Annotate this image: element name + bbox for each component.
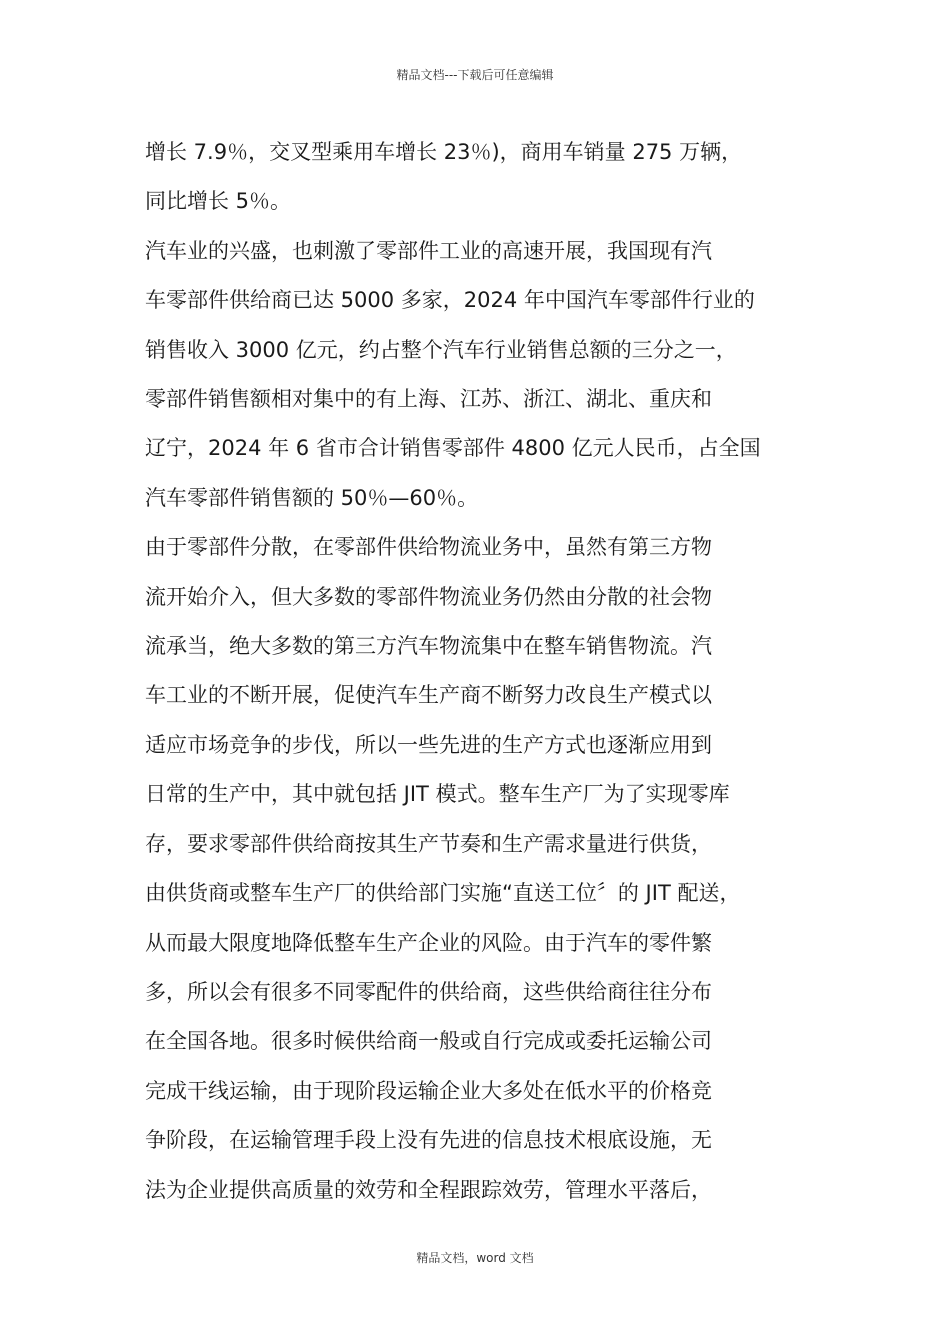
text-line: 销售收入 3000 亿元，约占整个汽车行业销售总额的三分之一， <box>145 337 737 362</box>
text-line: 汽车业的兴盛，也刺激了零部件工业的高速开展，我国现有汽 <box>145 238 712 263</box>
text-line: 多，所以会有很多不同零配件的供给商，这些供给商往往分布 <box>145 979 712 1004</box>
page-footer: 精品文档，word 文档 <box>416 1251 534 1265</box>
page-header: 精品文档---下载后可任意编辑 <box>396 68 554 82</box>
text-line: 在全国各地。很多时候供给商一般或自行完成或委托运输公司 <box>145 1029 712 1054</box>
text-line: 完成干线运输，由于现阶段运输企业大多处在低水平的价格竞 <box>145 1078 712 1103</box>
text-line: 适应市场竞争的步伐，所以一些先进的生产方式也逐渐应用到 <box>145 732 712 757</box>
text-line: 零部件销售额相对集中的有上海、江苏、浙江、湖北、重庆和 <box>145 387 712 412</box>
text-line: 法为企业提供高质量的效劳和全程跟踪效劳，管理水平落后， <box>145 1177 712 1202</box>
text-line: 存，要求零部件供给商按其生产节奏和生产需求量进行供货， <box>145 831 712 856</box>
text-line: 车工业的不断开展，促使汽车生产商不断努力改良生产模式以 <box>145 683 712 708</box>
text-line: 增长 7.9％，交叉型乘用车增长 23％)，商用车销量 275 万辆， <box>145 140 743 164</box>
text-line: 流开始介入，但大多数的零部件物流业务仍然由分散的社会物 <box>145 584 712 609</box>
text-line: 争阶段，在运输管理手段上没有先进的信息技术根底设施，无 <box>145 1128 712 1153</box>
text-line: 从而最大限度地降低整车生产企业的风险。由于汽车的零件繁 <box>145 930 712 955</box>
text-line: 车零部件供给商已达 5000 多家，2024 年中国汽车零部件行业的 <box>145 288 755 313</box>
document-body <box>145 128 825 1215</box>
text-line: 流承当，绝大多数的第三方汽车物流集中在整车销售物流。汽 <box>145 634 712 659</box>
text-line: 日常的生产中，其中就包括 JIT 模式。整车生产厂为了实现零库 <box>145 782 730 807</box>
text-line: 同比增长 5％。 <box>145 189 292 214</box>
text-line: 辽宁，2024 年 6 省市合计销售零部件 4800 亿元人民币，占全国 <box>145 436 761 461</box>
text-line: 由供货商或整车生产厂的供给部门实施“直送工位〞的 JIT 配送， <box>145 881 741 906</box>
text-line: 由于零部件分散，在零部件供给物流业务中，虽然有第三方物 <box>145 535 712 560</box>
text-line: 汽车零部件销售额的 50％—60％。 <box>145 485 479 510</box>
